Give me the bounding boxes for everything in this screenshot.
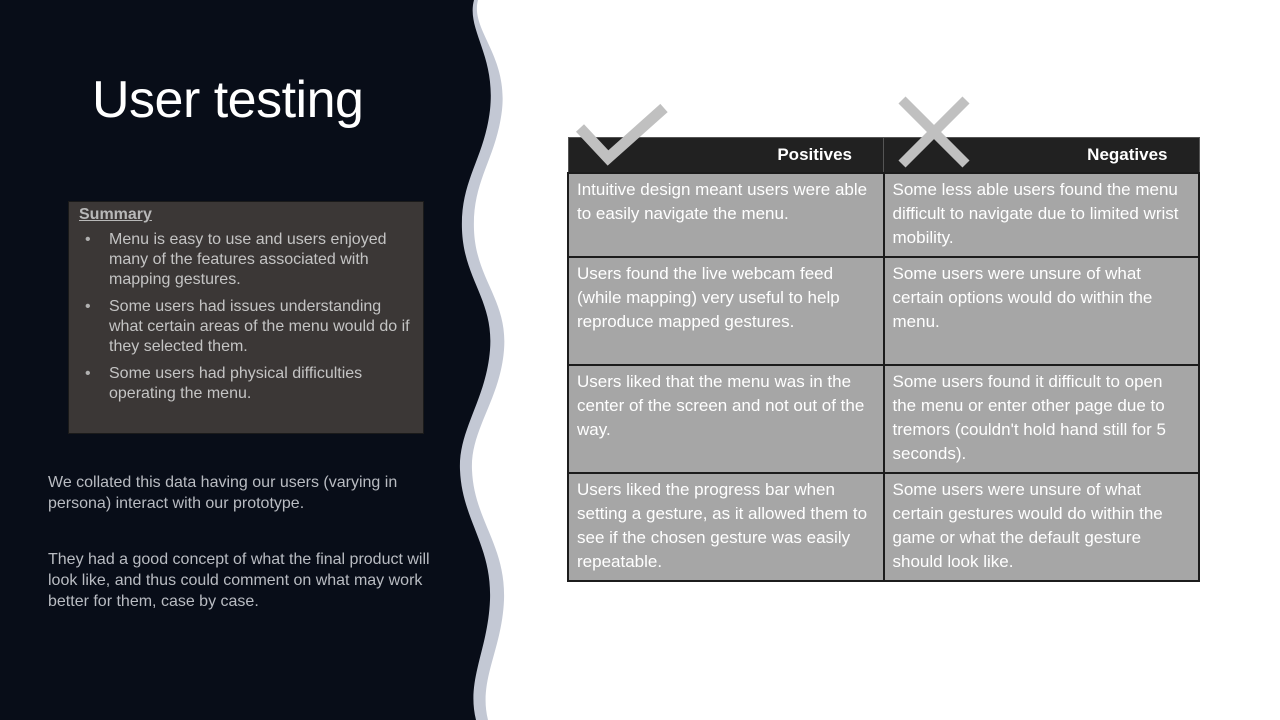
- table-row: [568, 473, 1199, 581]
- summary-bullet: [79, 364, 413, 404]
- positives-header: Positives: [568, 138, 884, 173]
- summary-bullet: [79, 297, 413, 357]
- results-table-container: [567, 137, 1200, 582]
- bullet-icon: •: [85, 365, 91, 382]
- summary-bullet-text: Some users had issues understanding what certain areas of the menu would do if they selected them.: [109, 298, 410, 355]
- negative-cell: Some less able users found the menu difficult to navigate due to limited wrist mobility.: [884, 173, 1200, 257]
- bullet-icon: •: [85, 231, 91, 248]
- negative-cell: Some users were unsure of what certain options would do within the menu.: [884, 257, 1200, 365]
- cross-icon: [896, 96, 972, 170]
- positive-cell: Intuitive design meant users were able to easily navigate the menu.: [568, 173, 884, 257]
- table-row: [568, 173, 1199, 257]
- positive-cell: Users found the live webcam feed (while mapping) very useful to help reproduce mapped gestures.: [568, 257, 884, 365]
- results-table: [567, 137, 1200, 582]
- summary-box: [68, 201, 424, 434]
- method-paragraph: We collated this data having our users (varying in persona) interact with our prototype.: [48, 474, 398, 512]
- table-row: [568, 365, 1199, 473]
- positive-cell: Users liked that the menu was in the center of the screen and not out of the way.: [568, 365, 884, 473]
- summary-bullet-text: Menu is easy to use and users enjoyed many of the features associated with mapping gestures.: [109, 231, 387, 288]
- left-panel: [0, 0, 520, 720]
- negatives-header: Negatives: [884, 138, 1200, 173]
- checkmark-icon: [572, 100, 672, 170]
- negative-cell: Some users were unsure of what certain gestures would do within the game or what the default gesture should look like.: [884, 473, 1200, 581]
- bullet-icon: •: [85, 298, 91, 315]
- table-row: [568, 257, 1199, 365]
- summary-list: [79, 230, 413, 404]
- negative-cell: Some users found it difficult to open the menu or enter other page due to tremors (couldn't hold hand still for 5 seconds).: [884, 365, 1200, 473]
- positive-cell: Users liked the progress bar when setting a gesture, as it allowed them to see if the chosen gesture was easily repeatable.: [568, 473, 884, 581]
- summary-heading: Summary: [79, 206, 152, 223]
- summary-bullet: [79, 230, 413, 290]
- concept-paragraph: They had a good concept of what the final product will look like, and thus could comment on what may work better for them, case by case.: [48, 551, 430, 610]
- summary-bullet-text: Some users had physical difficulties operating the menu.: [109, 365, 363, 402]
- slide-title: User testing: [92, 71, 364, 129]
